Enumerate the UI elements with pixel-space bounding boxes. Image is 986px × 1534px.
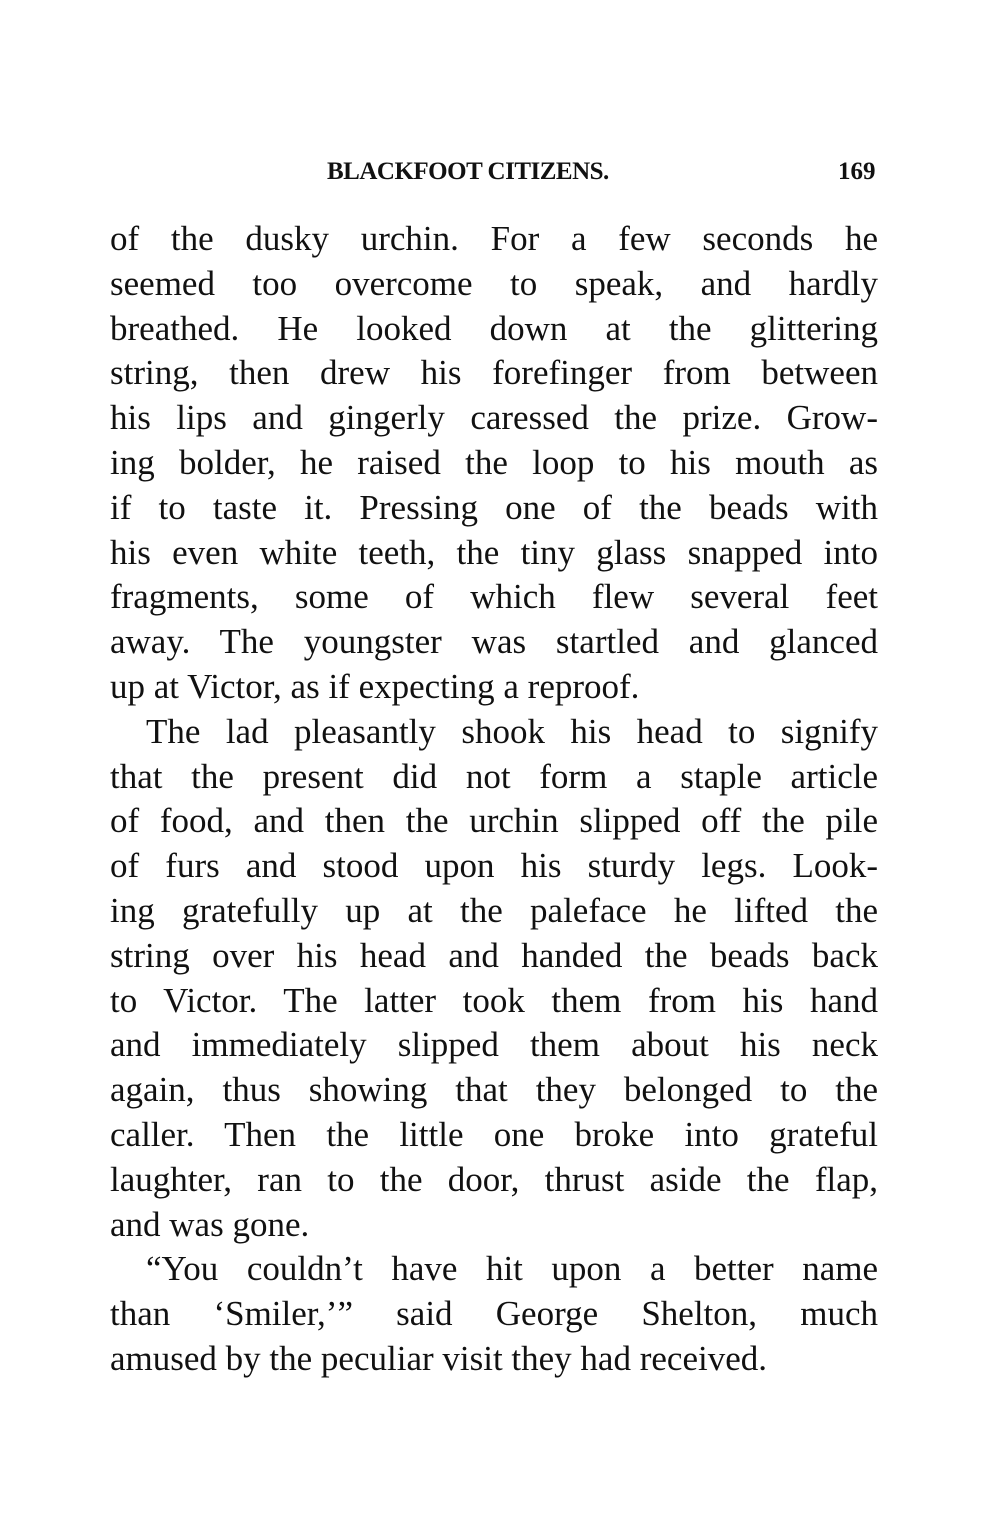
text-line: ing bolder, he raised the loop to his mouth as <box>110 442 878 482</box>
text-line: ing gratefully up at the paleface he lifted the <box>110 890 878 930</box>
running-header <box>0 158 986 188</box>
text-line: that the present did not form a staple article <box>110 756 878 796</box>
text-line: of furs and stood upon his sturdy legs. Look- <box>110 846 878 886</box>
text-line: if to taste it. Pressing one of the beads with <box>110 487 878 527</box>
text-line: and was gone. <box>110 1204 310 1244</box>
page-number: 169 <box>838 158 876 185</box>
text-line: than ‘Smiler,’” said George Shelton, much <box>110 1294 878 1334</box>
text-line: his even white teeth, the tiny glass snapped into <box>110 532 878 572</box>
text-line: The lad pleasantly shook his head to signify <box>146 711 878 751</box>
running-title: BLACKFOOT CITIZENS. <box>327 158 609 185</box>
text-line: string over his head and handed the beads back <box>110 935 878 975</box>
text-line: and immediately slipped them about his neck <box>110 1025 878 1065</box>
text-line: again, thus showing that they belonged to the <box>110 1070 878 1110</box>
text-line: seemed too overcome to speak, and hardly <box>110 263 878 303</box>
text-line: of food, and then the urchin slipped off the pile <box>110 801 878 841</box>
text-line: laughter, ran to the door, thrust aside the flap, <box>110 1159 878 1199</box>
page-body-text <box>110 217 878 1382</box>
text-line: string, then drew his forefinger from between <box>110 353 878 393</box>
text-line: up at Victor, as if expecting a reproof. <box>110 666 640 706</box>
text-line: of the dusky urchin. For a few seconds he <box>110 219 878 258</box>
text-line: fragments, some of which flew several feet <box>110 577 878 617</box>
paragraph <box>110 710 878 1248</box>
text-line: “You couldn’t have hit upon a better name <box>146 1249 878 1289</box>
text-line: amused by the peculiar visit they had received. <box>110 1338 767 1378</box>
text-line: breathed. He looked down at the glittering <box>110 308 878 348</box>
text-line: his lips and gingerly caressed the prize. Grow- <box>110 398 878 438</box>
text-line: to Victor. The latter took them from his hand <box>110 980 878 1020</box>
paragraph <box>110 1247 878 1381</box>
text-line: caller. Then the little one broke into grateful <box>110 1114 878 1154</box>
paragraph <box>110 217 878 710</box>
text-line: away. The youngster was startled and glanced <box>110 622 878 662</box>
